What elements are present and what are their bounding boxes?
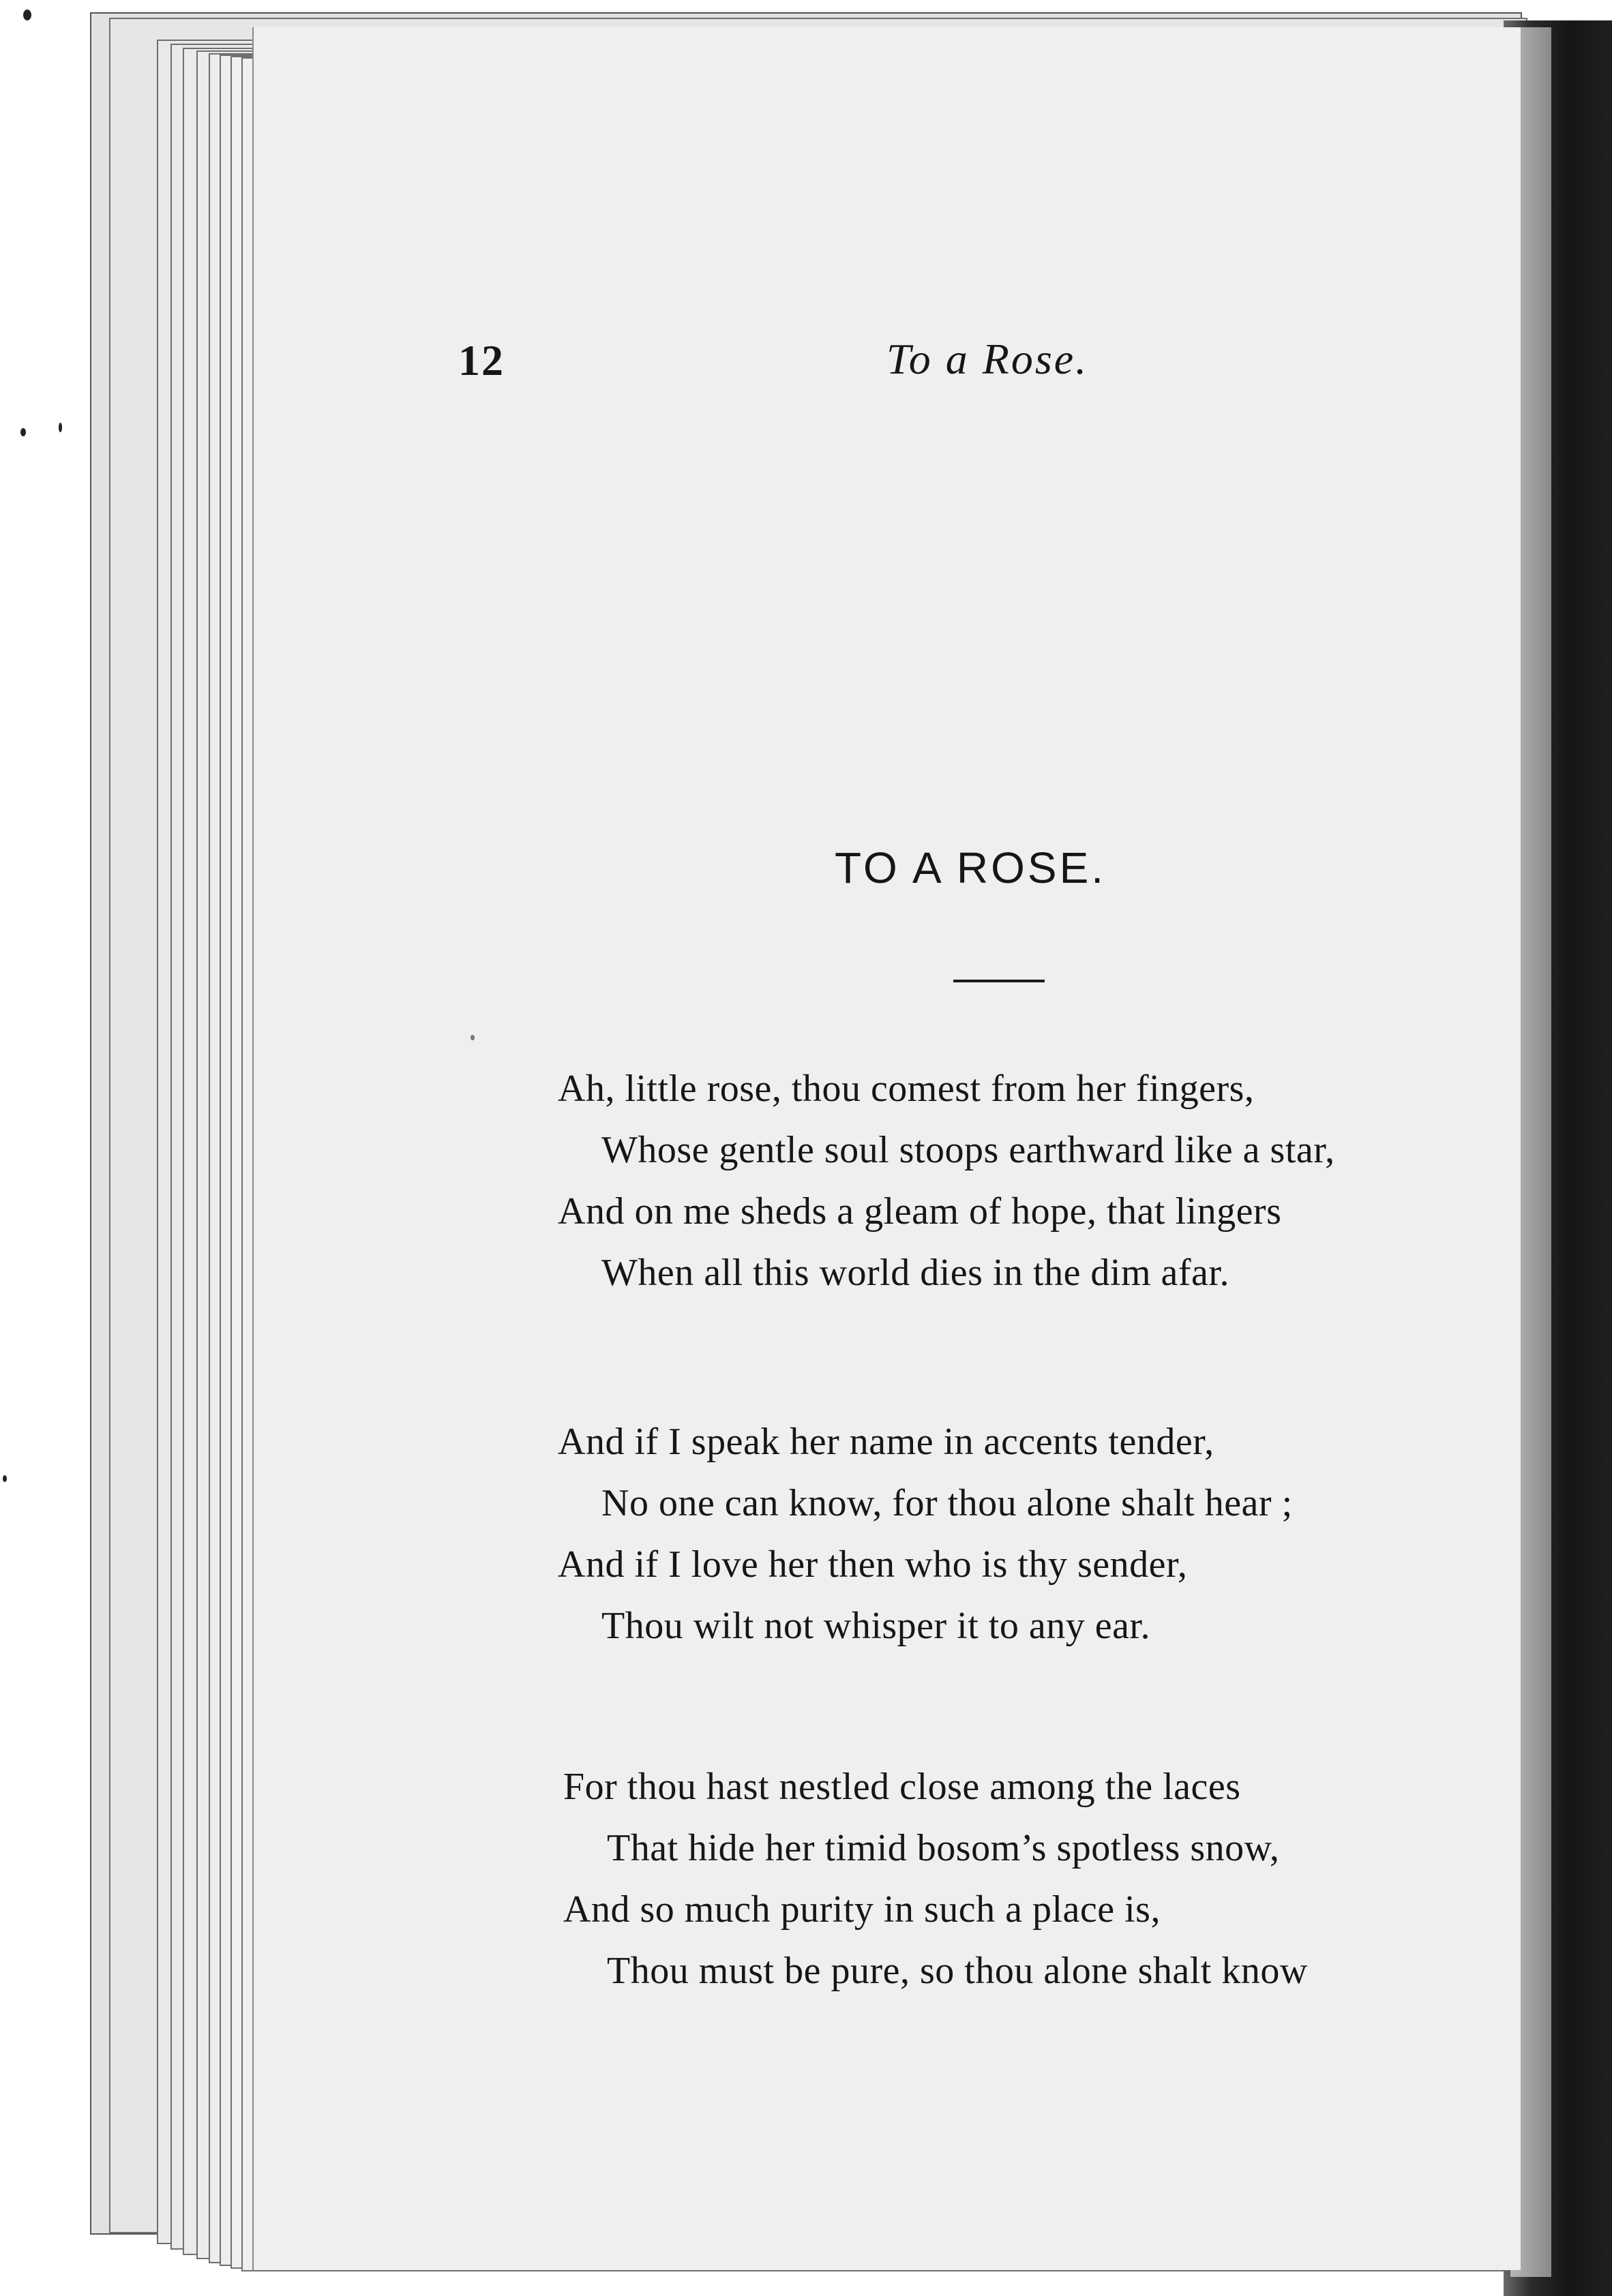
verse-line: And so much purity in such a place is,: [563, 1888, 1161, 1931]
scan-speck: [23, 10, 31, 20]
stanza-3: [563, 1756, 1308, 2002]
running-head: To a Rose.: [886, 335, 1089, 383]
verse-line: No one can know, for thou alone shalt hear ;: [601, 1482, 1293, 1524]
verse-line: When all this world dies in the dim afar.: [601, 1252, 1229, 1294]
stanza-1: [558, 1058, 1335, 1303]
scan-speck: [3, 1475, 7, 1482]
verse-line: Ah, little rose, thou comest from her fingers,: [558, 1068, 1255, 1110]
verse-line: That hide her timid bosom’s spotless snow,: [607, 1827, 1280, 1869]
verse-line: For thou hast nestled close among the laces: [563, 1766, 1241, 1808]
poem-title: TO A ROSE.: [835, 843, 1107, 892]
verse-line: And if I love her then who is thy sender,: [558, 1543, 1188, 1586]
title-rule: [953, 980, 1045, 982]
page-number: 12: [458, 336, 505, 384]
verse-line: Thou must be pure, so thou alone shalt know: [607, 1950, 1308, 1992]
verse-line: Whose gentle soul stoops earthward like a star,: [601, 1129, 1335, 1171]
stanza-2: [558, 1411, 1293, 1657]
scan-speck: [59, 423, 62, 432]
scan-speck: [471, 1035, 475, 1040]
verse-line: And if I speak her name in accents tender,: [558, 1421, 1214, 1463]
verse-line: Thou wilt not whisper it to any ear.: [601, 1605, 1150, 1647]
scan-speck: [20, 428, 26, 436]
verse-line: And on me sheds a gleam of hope, that lingers: [558, 1190, 1282, 1233]
